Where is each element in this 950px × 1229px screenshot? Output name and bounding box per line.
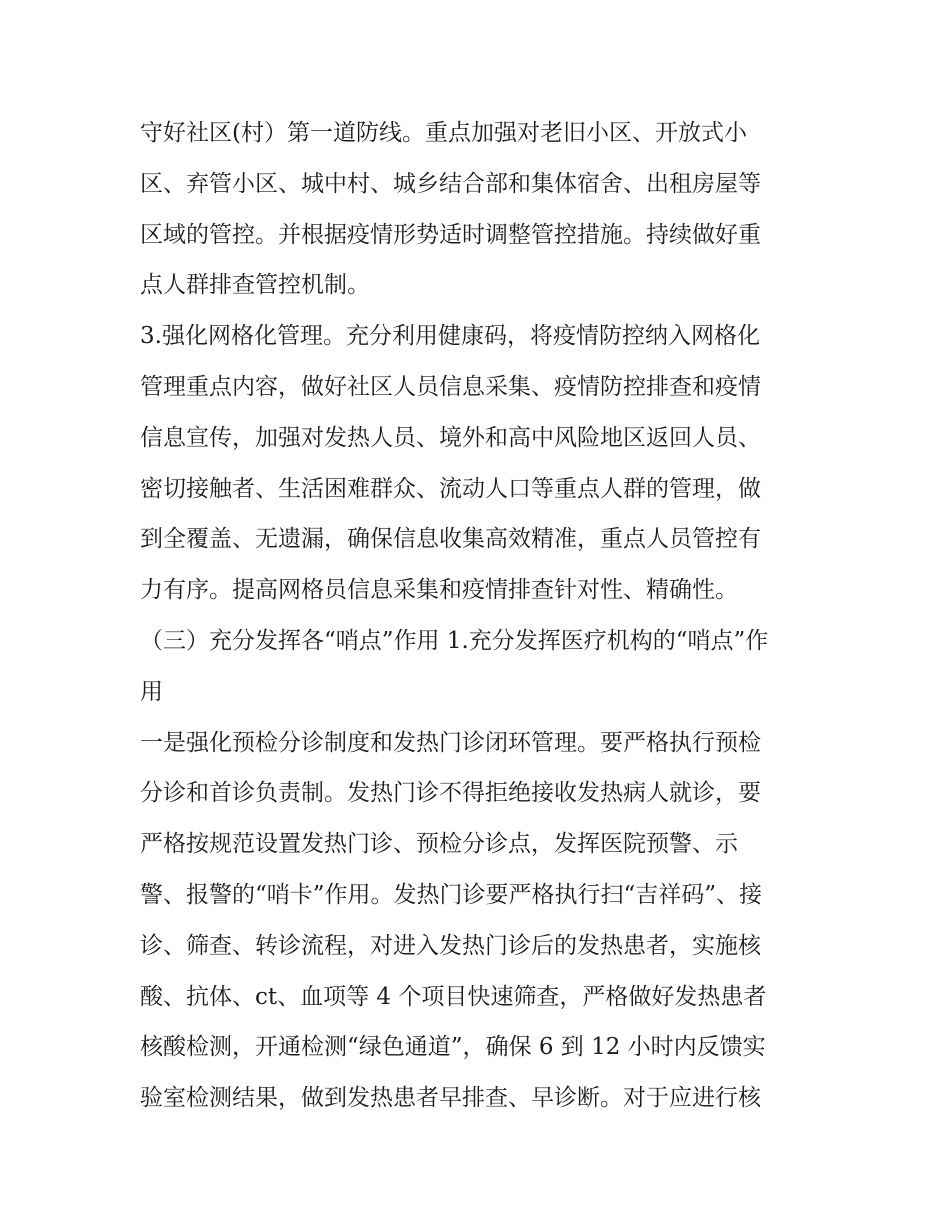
- section-heading-line: 用: [140, 678, 163, 705]
- text-line: 验室检测结果，做到发热患者早排查、早诊断。对于应进行核: [140, 1085, 761, 1112]
- text-line: 信息宣传，加强对发热人员、境外和高中风险地区返回人员、: [140, 424, 761, 451]
- text-line: 3.强化网格化管理。充分利用健康码，将疫情防控纳入网格化: [140, 323, 760, 350]
- text-line: 分诊和首诊负责制。发热门诊不得拒绝接收发热病人就诊，要: [140, 780, 761, 807]
- section-heading-line: （三）充分发挥各“哨点”作用 1.充分发挥医疗机构的“哨点”作: [140, 627, 769, 654]
- text-line: 管理重点内容，做好社区人员信息采集、疫情防控排查和疫情: [140, 373, 761, 400]
- text-line: 一是强化预检分诊制度和发热门诊闭环管理。要严格执行预检: [140, 729, 761, 756]
- text-line: 酸、抗体、ct、血项等 4 个项目快速筛查，严格做好发热患者: [140, 983, 767, 1010]
- text-line: 核酸检测，开通检测“绿色通道”，确保 6 到 12 小时内反馈实: [140, 1034, 766, 1061]
- text-line: 严格按规范设置发热门诊、预检分诊点，发挥医院预警、示: [140, 831, 738, 858]
- text-line: 力有序。提高网格员信息采集和疫情排查针对性、精确性。: [140, 577, 738, 604]
- body-text: [140, 108, 820, 1124]
- text-line: 到全覆盖、无遗漏，确保信息收集高效精准，重点人员管控有: [140, 526, 761, 553]
- text-line: 区域的管控。并根据疫情形势适时调整管控措施。持续做好重: [140, 221, 761, 248]
- text-line: 点人群排查管控机制。: [140, 272, 370, 299]
- text-line: 区、弃管小区、城中村、城乡结合部和集体宿舍、出租房屋等: [140, 170, 761, 197]
- text-line: 密切接触者、生活困难群众、流动人口等重点人群的管理，做: [140, 475, 761, 502]
- text-line: 诊、筛查、转诊流程，对进入发热门诊后的发热患者，实施核: [140, 932, 761, 959]
- text-line: 警、报警的“哨卡”作用。发热门诊要严格执行扫“吉祥码”、接: [140, 881, 763, 908]
- text-line: 守好社区(村）第一道防线。重点加强对老旧小区、开放式小: [140, 120, 747, 146]
